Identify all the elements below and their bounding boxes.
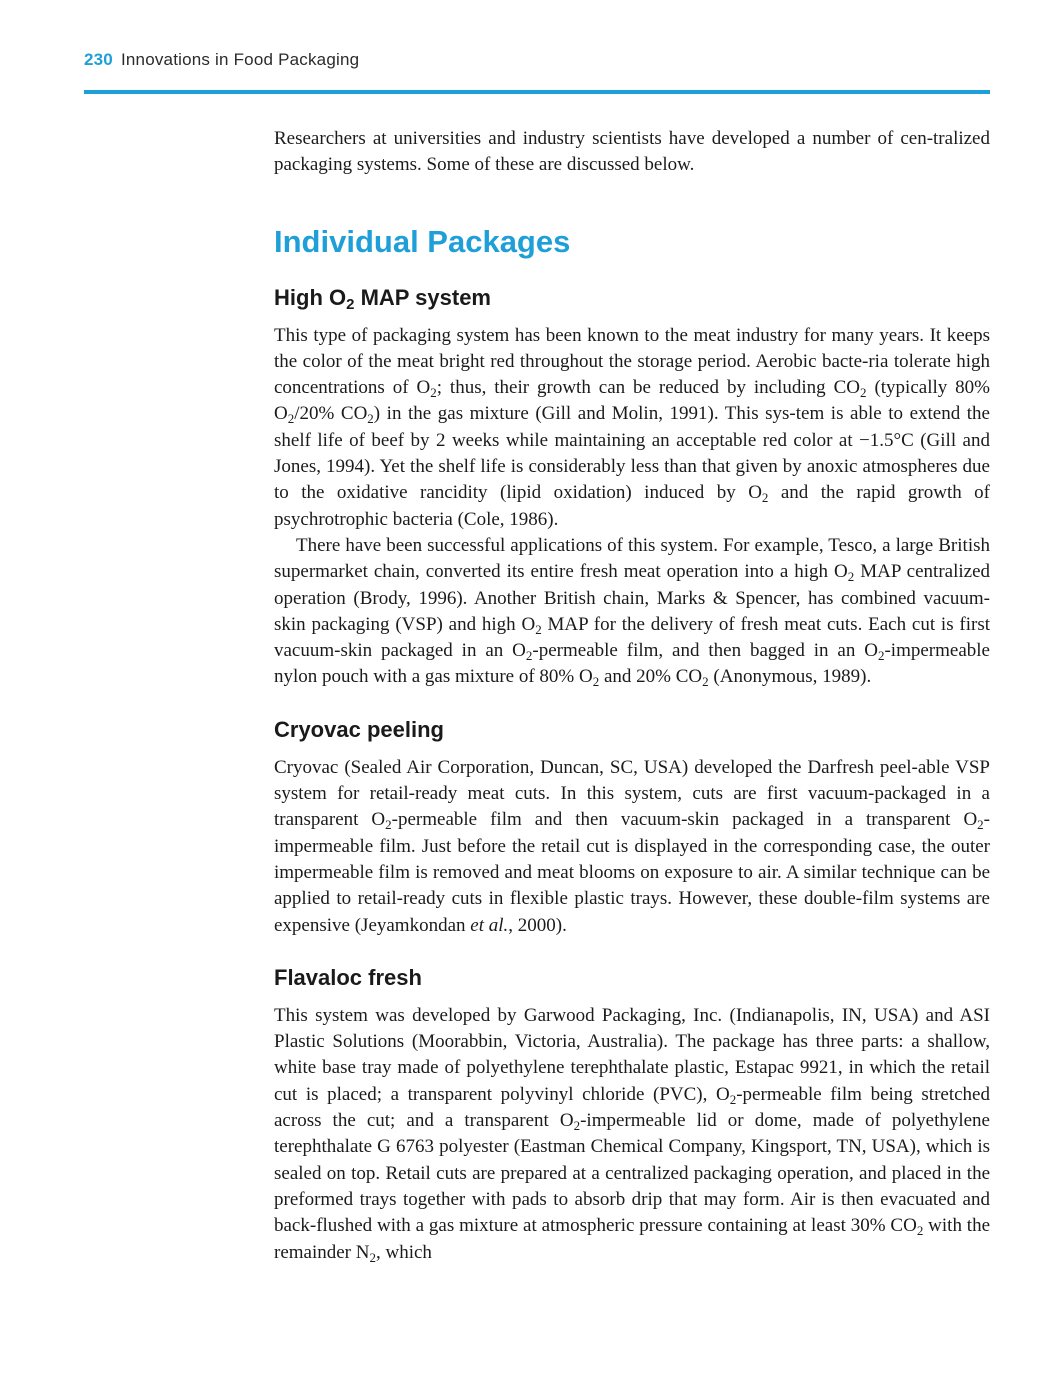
body-column [274,126,990,1266]
flavaloc-paragraph: This system was developed by Garwood Packaging, Inc. (Indianapolis, IN, USA) and ASI Plastic Solutions (Moorabbin, Victoria, Australia). The package has three parts: a shallow, white base tray made of polyethylene terephthalate plastic, Estapac 9921, in which the retail cut is placed; a transparent polyvinyl chloride (PVC), $O_2$-permeable film being stretched across the cut; and a transparent $O_2$-impermeable lid or dome, made of polyethylene terephthalate G 6763 polyester (Eastman Chemical Company, Kingsport, TN, USA), which is sealed on top. Retail cuts are prepared at a centralized packaging operation, and placed in the preformed trays together with pads to absorb drip that may form. Air is then evacuated and back-flushed with a gas mixture at atmospheric pressure containing at least 30% $CO_2$ with the remainder $N_2$, which [274,1004,991,1265]
page-number: 230 [84,50,113,69]
subsection-title-flavaloc: Flavaloc fresh [274,964,422,990]
subsection-title-high-o2: High $O_2$ MAP system [274,284,491,313]
running-title: Innovations in Food Packaging [120,50,360,69]
high-o2-paragraph-2: There have been successful applications of this system. For example, Tesco, a large British supermarket chain, converted its entire fresh meat operation into a high $O_2$ MAP centralized operation (Brody, 1996). Another British chain, Marks & Spencer, has combined vacuum-skin packaging (VSP) and high $O_2$ MAP for the delivery of fresh meat cuts. Each cut is first vacuum-skin packaged in an $O_2$-permeable film, and then bagged in an $O_2$-impermeable nylon pouch with a gas mixture of 80% $O_2$ and 20% $CO_2$ (Anonymous, 1989). [274,534,990,690]
intro-paragraph: Researchers at universities and industry scientists have developed a number of cen-tralized packaging systems. Some of these are discussed below. [274,128,990,176]
header-rule [84,90,990,94]
running-header [84,50,990,70]
section-title: Individual Packages [274,223,571,259]
high-o2-paragraph-1: This type of packaging system has been known to the meat industry for many years. It keeps the color of the meat bright red throughout the storage period. Aerobic bacte-ria tolerate high concentrations of $O_2$; thus, their growth can be reduced by including $CO_2$ (typically 80% $O_2/20\%$ $CO_2$) in the gas mixture (Gill and Molin, 1991). This sys-tem is able to extend the shelf life of beef by 2 weeks while maintaining an acceptable red color at −1.5°C (Gill and Jones, 1994). Yet the shelf life is considerably less than that given by anoxic atmospheres due to the oxidative rancidity (lipid oxidation) induced by $O_2$ and the rapid growth of psychrotrophic bacteria (Cole, 1986). [274,324,991,530]
cryovac-paragraph: Cryovac (Sealed Air Corporation, Duncan, SC, USA) developed the Darfresh peel-able VSP system for retail-ready meat cuts. In this system, cuts are first vacuum-packaged in a transparent $O_2$-permeable film and then vacuum-skin packaged in a transparent $O_2$-impermeable film. Just before the retail cut is displayed in the corresponding case, the outer impermeable film is removed and meat blooms on exposure to air. A similar technique can be applied to retail-ready cuts in flexible plastic trays. However, these double-film systems are expensive (Jeyamkondan et al., 2000). [274,756,990,936]
subsection-title-cryovac: Cryovac peeling [274,716,444,742]
